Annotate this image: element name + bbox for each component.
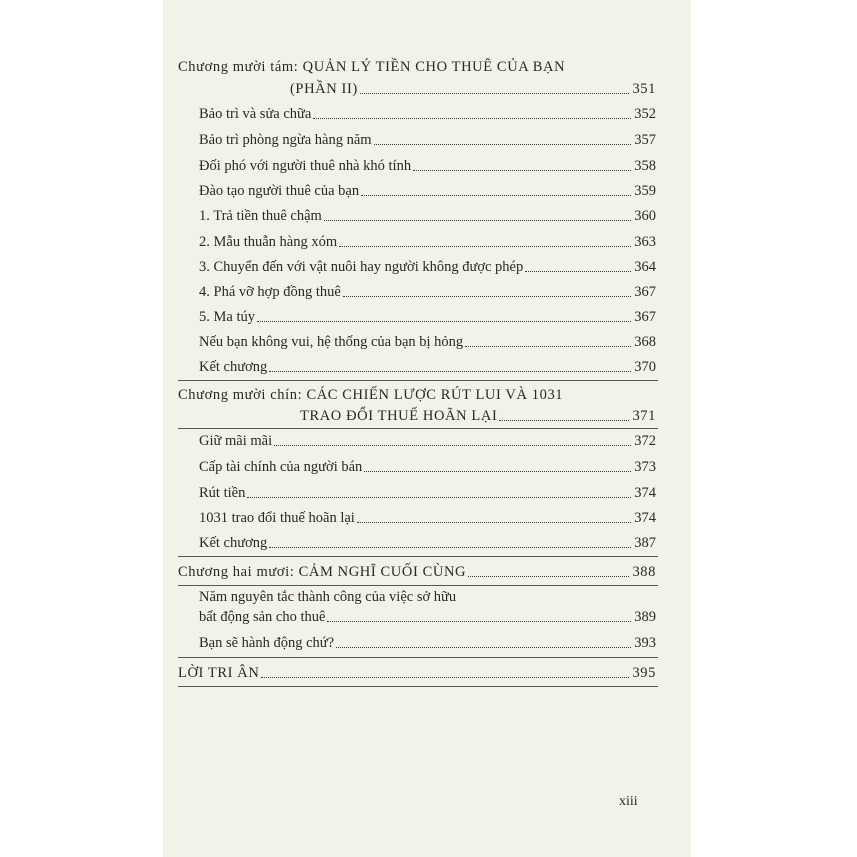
page-number: 367 <box>634 309 656 325</box>
toc-entry[interactable] <box>199 534 656 552</box>
entry-label: Nếu bạn không vui, hệ thống của bạn bị hỏng <box>199 334 464 350</box>
entry-label: 1031 trao đổi thuế hoãn lại <box>199 510 355 526</box>
chapter-20-title: Chương hai mươi: CẢM NGHĨ CUỐI CÙNG <box>178 564 467 580</box>
entry-label: Kết chương <box>199 535 268 551</box>
toc-entry[interactable] <box>199 258 656 276</box>
section-divider <box>178 428 658 429</box>
page-number: 368 <box>634 334 656 350</box>
entry-label: 1. Trả tiền thuê chậm <box>199 208 322 224</box>
page-number: 357 <box>634 132 656 148</box>
toc-entry[interactable] <box>199 283 656 301</box>
leader-dots <box>269 546 631 548</box>
leader-dots <box>247 496 631 498</box>
page-number: 393 <box>634 635 656 651</box>
folio-page-number: xiii <box>619 794 638 809</box>
page-number: 374 <box>634 485 656 501</box>
leader-dots <box>343 295 631 297</box>
entry-label: 3. Chuyển đến với vật nuôi hay người không được phép <box>199 259 524 275</box>
toc-entry[interactable] <box>199 634 656 652</box>
section-divider <box>178 686 658 687</box>
leader-dots <box>357 521 631 523</box>
leader-dots <box>324 219 631 221</box>
page-number: 371 <box>632 408 656 424</box>
toc-entry[interactable] <box>199 509 656 527</box>
acknowledgements-label: LỜI TRI ÂN <box>178 665 260 681</box>
page-number: 359 <box>634 183 656 199</box>
page-number: 364 <box>634 259 656 275</box>
leader-dots <box>364 470 631 472</box>
entry-label: Kết chương <box>199 359 268 375</box>
page-number: 351 <box>632 81 656 97</box>
page-number: 358 <box>634 158 656 174</box>
page-number: 389 <box>634 609 656 625</box>
acknowledgements-entry[interactable] <box>178 664 656 682</box>
leader-dots <box>413 169 631 171</box>
toc-entry[interactable] <box>199 608 656 626</box>
leader-dots <box>360 92 630 94</box>
toc-entry[interactable] <box>199 308 656 326</box>
chapter-18-title-cont: (PHẦN II) <box>290 81 358 97</box>
page-number: 363 <box>634 234 656 250</box>
toc-entry[interactable] <box>199 207 656 225</box>
page-number: 367 <box>634 284 656 300</box>
leader-dots <box>361 194 631 196</box>
toc-entry[interactable] <box>199 105 656 123</box>
toc-entry[interactable] <box>199 233 656 251</box>
entry-label: Rút tiền <box>199 485 246 501</box>
page-number: 395 <box>632 665 656 681</box>
leader-dots <box>339 245 631 247</box>
section-divider <box>178 380 658 381</box>
page-number: 387 <box>634 535 656 551</box>
entry-label: bất động sản cho thuê <box>199 609 326 625</box>
toc-entry[interactable] <box>199 358 656 376</box>
page-number: 370 <box>634 359 656 375</box>
page-number: 374 <box>634 510 656 526</box>
toc-entry[interactable] <box>199 484 656 502</box>
leader-dots <box>261 676 629 678</box>
chapter-19-title-cont: TRAO ĐỔI THUẾ HOÃN LẠI <box>300 408 498 424</box>
section-divider <box>178 556 658 557</box>
entry-label: Bạn sẽ hành động chứ? <box>199 635 335 651</box>
entry-label: Cấp tài chính của người bán <box>199 459 363 475</box>
leader-dots <box>499 419 629 421</box>
leader-dots <box>257 320 631 322</box>
leader-dots <box>336 646 631 648</box>
page-number: 373 <box>634 459 656 475</box>
toc-entry[interactable] <box>199 432 656 450</box>
chapter-18-entry[interactable] <box>178 80 656 98</box>
entry-label: Bảo trì phòng ngừa hàng năm <box>199 132 372 148</box>
entry-label: Giữ mãi mãi <box>199 433 273 449</box>
section-divider <box>178 585 658 586</box>
entry-label: Bảo trì và sửa chữa <box>199 106 312 122</box>
chapter-19-entry[interactable] <box>178 407 656 425</box>
entry-label-line1: Năm nguyên tắc thành công của việc sở hữu <box>199 589 457 605</box>
leader-dots <box>465 345 631 347</box>
page-number: 360 <box>634 208 656 224</box>
chapter-20-entry[interactable] <box>178 563 656 581</box>
toc-entry[interactable] <box>199 131 656 149</box>
leader-dots <box>313 117 631 119</box>
toc-entry[interactable] <box>199 333 656 351</box>
page-number: 352 <box>634 106 656 122</box>
leader-dots <box>374 143 632 145</box>
section-divider <box>178 657 658 658</box>
entry-label: 4. Phá vỡ hợp đồng thuê <box>199 284 341 300</box>
entry-label: Đối phó với người thuê nhà khó tính <box>199 158 412 174</box>
chapter-18-title: Chương mười tám: QUẢN LÝ TIỀN CHO THUÊ CỦA BẠN <box>178 59 566 75</box>
page-number: 372 <box>634 433 656 449</box>
leader-dots <box>525 270 631 272</box>
toc-entry[interactable] <box>199 458 656 476</box>
page-number: 388 <box>632 564 656 580</box>
entry-label: 5. Ma túy <box>199 309 255 325</box>
toc-entry[interactable] <box>199 157 656 175</box>
leader-dots <box>274 444 631 446</box>
leader-dots <box>468 575 629 577</box>
entry-label: 2. Mẫu thuẫn hàng xóm <box>199 234 338 250</box>
chapter-19-title: Chương mười chín: CÁC CHIẾN LƯỢC RÚT LUI VÀ 1031 <box>178 387 564 403</box>
leader-dots <box>269 370 631 372</box>
toc-entry[interactable] <box>199 182 656 200</box>
entry-label: Đào tạo người thuê của bạn <box>199 183 360 199</box>
leader-dots <box>327 620 631 622</box>
